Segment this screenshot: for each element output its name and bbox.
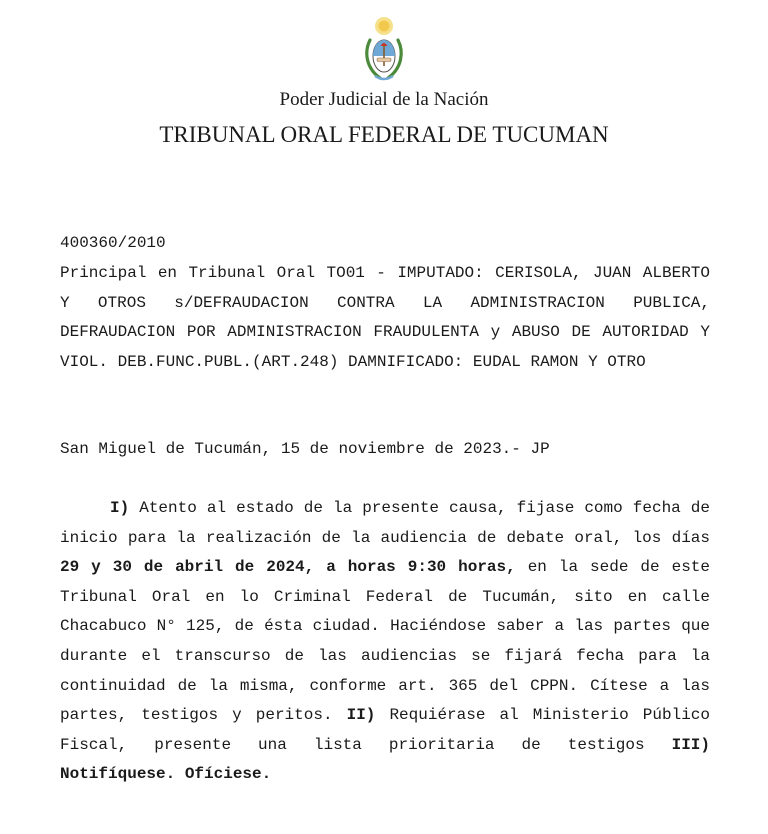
case-number: 400360/2010 — [60, 234, 166, 252]
court-name: TRIBUNAL ORAL FEDERAL DE TUCUMAN — [159, 122, 609, 147]
section-marker-ii: II) — [346, 706, 376, 725]
sun-icon — [375, 17, 393, 35]
resolution-text-1: Atento al estado de la presente causa, fijase como fecha de inicio para la realización de la audiencia de debate oral, los días — [60, 499, 710, 547]
section-marker-iii: III) — [671, 735, 710, 754]
resolution-text-3: Requiérase al Ministerio Público Fiscal, presente una lista prioritaria de testigos — [60, 706, 710, 754]
section-marker-i: I) — [110, 499, 130, 517]
notify-order: Notifíquese. Ofíciese. — [60, 765, 272, 784]
hearing-dates: 29 y 30 de abril de 2024, a horas 9:30 horas, — [60, 558, 516, 577]
argentina-coat-of-arms-icon — [360, 16, 408, 84]
resolution-paragraph — [60, 494, 710, 790]
case-caption: Principal en Tribunal Oral TO01 - IMPUTADO: CERISOLA, JUAN ALBERTO Y OTROS s/DEFRAUDACION CONTRA LA ADMINISTRACION PUBLICA, DEFRAUDACION POR ADMINISTRACION FRAUDULENTA y ABUSO DE AUTORIDAD Y VIOL. DEB.FUNC.PUBL.(ART.248) DAMNIFICADO: EUDAL RAMON Y OTRO — [60, 264, 710, 371]
institution-name: Poder Judicial de la Nación — [279, 89, 489, 110]
resolution-text-2: en la sede de este Tribunal Oral en lo Criminal Federal de Tucumán, sito en calle Chacabuco N° 125, de ésta ciudad. Haciéndose saber a las partes que durante el transcurso de las audiencias se fijará fecha para la continuidad de la misma, conforme art. 365 del CPPN. Cítese a las partes, testigos y peritos. — [60, 558, 710, 725]
dateline: San Miguel de Tucumán, 15 de noviembre de 2023.- JP — [60, 440, 550, 458]
